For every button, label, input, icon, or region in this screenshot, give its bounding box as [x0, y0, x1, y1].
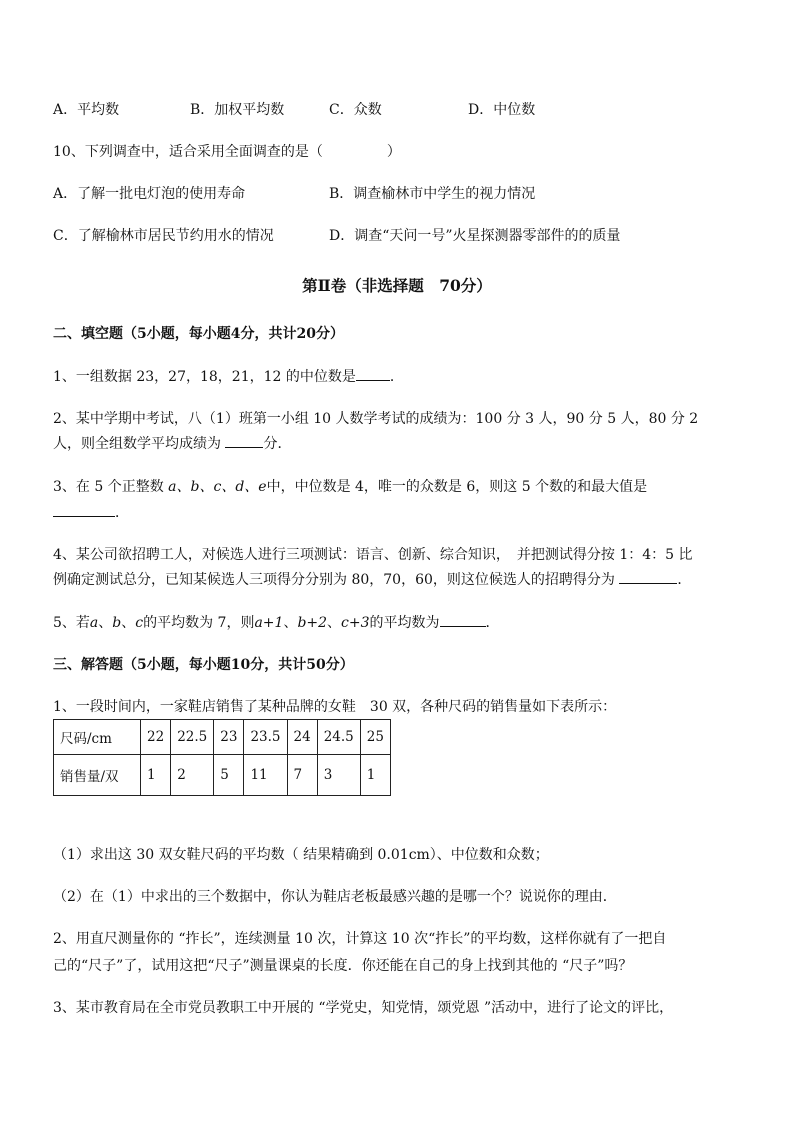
- fill-q3-end: ．: [115, 505, 129, 521]
- table-cell: 1: [141, 755, 171, 796]
- table-cell: 5: [214, 755, 244, 796]
- table-cell: 23: [214, 720, 244, 755]
- fill-question-1: [53, 367, 404, 387]
- expr-c-plus-3: c+3: [341, 615, 370, 631]
- sep: 、: [121, 615, 136, 631]
- q10-option-c: C．了解榆林市居民节约用水的情况: [53, 228, 274, 244]
- fill-q3-post: 中，中位数是 4，唯一的众数是 6，则这 5 个数的和最大值是: [266, 479, 648, 495]
- fill-q3-vars: a、b、c、d、e: [168, 479, 267, 495]
- table-cell: 25: [360, 720, 390, 755]
- q10-option-a: A．了解一批电灯泡的使用寿命: [53, 186, 246, 202]
- part-2-title: 第Ⅱ卷（非选择题 70分）: [302, 276, 492, 295]
- fill-question-3-line2: [53, 503, 129, 523]
- var-c: c: [135, 615, 144, 631]
- solve-question-2-line2: 己的“尺子”了，试用这把“尺子”测量课桌的长度．你还能在自己的身上找到其他的 “尺子”吗？: [53, 958, 633, 974]
- section-3-heading: 三、解答题（5小题，每小题10分，共计50分）: [53, 657, 354, 673]
- sep: 、: [327, 615, 342, 631]
- option-d: D．中位数: [468, 102, 536, 118]
- answer-blank: [356, 367, 390, 381]
- table-row: [54, 755, 391, 796]
- fill-q1-text: 1、一组数据 23，27，18，21，12 的中位数是: [53, 369, 356, 385]
- table-cell: 22: [141, 720, 171, 755]
- solve-question-3-line1: 3、某市教育局在全市党员教职工中开展的 “学党史，知党情，颂党恩 ”活动中，进行了论文的评比，: [53, 1000, 674, 1016]
- answer-blank: [225, 434, 263, 448]
- answer-blank: [440, 613, 486, 627]
- fill-q3-pre: 3、在 5 个正整数: [53, 479, 164, 495]
- fill-q4-text: 例确定测试总分，已知某候选人三项得分分别为 80，70，60，则这位候选人的招聘得分为: [53, 572, 615, 588]
- table-cell: 7: [287, 755, 317, 796]
- fill-q5-pre: 5、若: [53, 615, 90, 631]
- fill-question-2-line1: 2、某中学期中考试，八（1）班第一小组 10 人数学考试的成绩为：100 分 3 人，90 分 5 人，80 分 2: [53, 411, 699, 427]
- fill-q5-end: ．: [485, 615, 500, 631]
- question-10-text: 10、下列调查中，适合采用全面调查的是（: [53, 144, 323, 160]
- sep: 、: [98, 615, 113, 631]
- fill-q5-post: 的平均数为: [369, 615, 440, 631]
- solve-question-1-part-1: （1）求出这 30 双女鞋尺码的平均数（ 结果精确到 0.01cm）、中位数和众数；: [53, 847, 549, 863]
- fill-question-5: [53, 613, 500, 633]
- fill-q2-text: 人，则全组数学平均成绩为: [53, 436, 221, 452]
- table-cell: 3: [317, 755, 360, 796]
- table-cell: 24: [287, 720, 317, 755]
- fill-question-4-line2: [53, 570, 691, 590]
- option-b: B．加权平均数: [190, 102, 285, 118]
- question-10-stem: [53, 142, 401, 162]
- fill-q5-mid: 的平均数为 7，则: [143, 615, 255, 631]
- answer-blank: [53, 503, 115, 517]
- row-header-size: 尺码/cm: [54, 720, 141, 755]
- solve-question-1: 1、一段时间内，一家鞋店销售了某种品牌的女鞋 30 双，各种尺码的销售量如下表所示：: [53, 699, 617, 715]
- answer-blank: [619, 570, 677, 584]
- var-a: a: [89, 615, 99, 631]
- section-2-heading: 二、填空题（5小题，每小题4分，共计20分）: [53, 326, 344, 342]
- fill-q2-end: 分．: [263, 436, 292, 452]
- solve-question-1-part-2: （2）在（1）中求出的三个数据中，你认为鞋店老板最感兴趣的是哪一个？说说你的理由．: [53, 889, 617, 905]
- table-cell: 23.5: [244, 720, 287, 755]
- q10-option-d: D．调查“天问一号”火星探测器零部件的的质量: [329, 228, 621, 244]
- q10-option-b: B．调查榆林市中学生的视力情况: [329, 186, 536, 202]
- table-cell: 22.5: [171, 720, 214, 755]
- fill-question-2-line2: [53, 434, 291, 454]
- expr-b-plus-2: b+2: [297, 615, 328, 631]
- table-cell: 1: [360, 755, 390, 796]
- table-cell: 24.5: [317, 720, 360, 755]
- table-cell: 11: [244, 755, 287, 796]
- row-header-count: 销售量/双: [54, 755, 141, 796]
- sep: 、: [283, 615, 298, 631]
- fill-q1-end: ．: [389, 369, 404, 385]
- table-row: [54, 720, 391, 755]
- option-a: A．平均数: [53, 102, 120, 118]
- size-sales-table: [53, 719, 391, 796]
- solve-question-2-line1: 2、用直尺测量你的 “拃长”，连续测量 10 次，计算这 10 次“拃长”的平均数，这样你就有了一把自: [53, 931, 667, 947]
- fill-question-3: [53, 477, 647, 497]
- option-c: C．众数: [329, 102, 382, 118]
- table-cell: 2: [171, 755, 214, 796]
- fill-q4-end: ．: [677, 572, 692, 588]
- fill-question-4-line1: 4、某公司欲招聘工人，对候选人进行三项测试：语言、创新、综合知识， 并把测试得分按 1：4：5 比: [53, 547, 693, 563]
- question-10-paren: ）: [386, 144, 401, 160]
- expr-a-plus-1: a+1: [254, 615, 284, 631]
- var-b: b: [112, 615, 122, 631]
